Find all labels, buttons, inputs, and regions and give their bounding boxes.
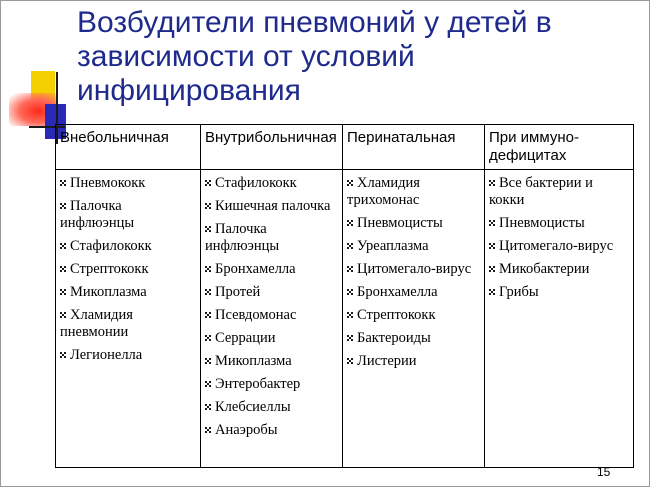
list-item xyxy=(347,307,480,324)
bullet-icon xyxy=(60,266,66,272)
list-item-text: Хламидия трихомонас xyxy=(347,175,420,208)
bullet-icon xyxy=(60,289,66,295)
bullet-icon xyxy=(205,289,211,295)
list-item-text: Все бактерии и кокки xyxy=(489,175,593,208)
list-item xyxy=(489,261,629,278)
list-item xyxy=(60,198,196,232)
header-perinatal: Перинатальная xyxy=(343,125,485,170)
list-item-text: Стафилококк xyxy=(70,238,152,254)
bullet-icon xyxy=(347,358,353,364)
list-item-text: Уреаплазма xyxy=(357,238,429,254)
list-item xyxy=(347,261,480,278)
bullet-icon xyxy=(347,180,353,186)
list-item-text: Легионелла xyxy=(70,347,143,363)
bullet-icon xyxy=(489,220,495,226)
list-item-text: Грибы xyxy=(499,284,539,300)
bullet-icon xyxy=(489,243,495,249)
bullet-icon xyxy=(60,180,66,186)
header-immunodeficiency: При иммуно-дефицитах xyxy=(485,125,634,170)
list-item xyxy=(205,284,338,301)
list-item xyxy=(205,376,338,393)
list-item-text: Бронхамелла xyxy=(215,261,296,277)
list-item-text: Стафилококк xyxy=(215,175,297,191)
bullet-icon xyxy=(347,335,353,341)
table-header-row xyxy=(56,125,634,170)
list-item xyxy=(205,330,338,347)
bullet-icon xyxy=(205,203,211,209)
page-number: 15 xyxy=(597,465,611,479)
list-item-text: Цитомегало-вирус xyxy=(357,261,472,277)
bullet-icon xyxy=(205,266,211,272)
column-perinatal xyxy=(343,170,485,468)
column-community xyxy=(56,170,201,468)
list-item-text: Бронхамелла xyxy=(357,284,438,300)
table-body-row xyxy=(56,170,634,468)
bullet-icon xyxy=(60,352,66,358)
bullet-icon xyxy=(489,289,495,295)
list-item xyxy=(60,307,196,341)
bullet-icon xyxy=(205,226,211,232)
list-item xyxy=(347,215,480,232)
bullet-icon xyxy=(205,381,211,387)
list-item xyxy=(489,175,629,209)
bullet-icon xyxy=(347,243,353,249)
header-community: Внебольничная xyxy=(56,125,201,170)
list-item xyxy=(347,238,480,255)
list-item-text: Пневмоцисты xyxy=(357,215,443,231)
list-item xyxy=(60,347,196,364)
bullet-icon xyxy=(205,427,211,433)
list-item-text: Псевдомонас xyxy=(215,307,297,323)
pathogens-table xyxy=(55,124,634,468)
list-item-text: Стрептококк xyxy=(70,261,149,277)
list-item-text: Хламидия пневмонии xyxy=(60,307,133,340)
list-item xyxy=(205,399,338,416)
list-item xyxy=(205,175,338,192)
bullet-icon xyxy=(60,312,66,318)
list-item-text: Анаэробы xyxy=(215,422,278,438)
list-item-text: Бактероиды xyxy=(357,330,431,346)
column-hospital xyxy=(201,170,343,468)
list-item-text: Микоплазма xyxy=(70,284,147,300)
list-item-text: Микобактерии xyxy=(499,261,590,277)
bullet-icon xyxy=(347,312,353,318)
list-item-text: Палочка инфлюэнцы xyxy=(60,198,135,231)
list-item xyxy=(205,261,338,278)
list-item xyxy=(60,284,196,301)
list-item xyxy=(60,175,196,192)
list-item xyxy=(347,175,480,209)
column-immunodeficiency xyxy=(485,170,634,468)
bullet-icon xyxy=(489,180,495,186)
list-item-text: Листерии xyxy=(357,353,417,369)
bullet-icon xyxy=(60,243,66,249)
list-item-text: Протей xyxy=(215,284,261,300)
bullet-icon xyxy=(205,312,211,318)
list-item xyxy=(205,221,338,255)
list-item xyxy=(60,261,196,278)
list-item-text: Палочка инфлюэнцы xyxy=(205,221,280,254)
list-item xyxy=(489,238,629,255)
list-item xyxy=(205,353,338,370)
list-item-text: Кишечная палочка xyxy=(215,198,331,214)
list-item xyxy=(347,353,480,370)
list-item-text: Микоплазма xyxy=(215,353,292,369)
list-item xyxy=(60,238,196,255)
list-item xyxy=(489,284,629,301)
bullet-icon xyxy=(205,335,211,341)
bullet-icon xyxy=(205,404,211,410)
list-item-text: Клебсиеллы xyxy=(215,399,291,415)
bullet-icon xyxy=(60,203,66,209)
list-item-text: Пневмококк xyxy=(70,175,146,191)
list-item-text: Серрации xyxy=(215,330,276,346)
list-item xyxy=(205,422,338,439)
list-item xyxy=(489,215,629,232)
list-item xyxy=(205,307,338,324)
bullet-icon xyxy=(205,358,211,364)
list-item-text: Стрептококк xyxy=(357,307,436,323)
list-item-text: Энтеробактер xyxy=(215,376,301,392)
slide-title: Возбудители пневмоний у детей в зависимости от условий инфицирования xyxy=(77,6,552,107)
list-item-text: Цитомегало-вирус xyxy=(499,238,614,254)
bullet-icon xyxy=(205,180,211,186)
bullet-icon xyxy=(347,220,353,226)
header-hospital xyxy=(201,125,343,170)
header-hospital-text: Внутрибольничная xyxy=(205,129,337,146)
list-item-text: Пневмоцисты xyxy=(499,215,585,231)
list-item xyxy=(347,284,480,301)
bullet-icon xyxy=(347,289,353,295)
pathogens-table-wrap xyxy=(55,124,634,468)
bullet-icon xyxy=(347,266,353,272)
list-item xyxy=(347,330,480,347)
list-item xyxy=(205,198,338,215)
bullet-icon xyxy=(489,266,495,272)
